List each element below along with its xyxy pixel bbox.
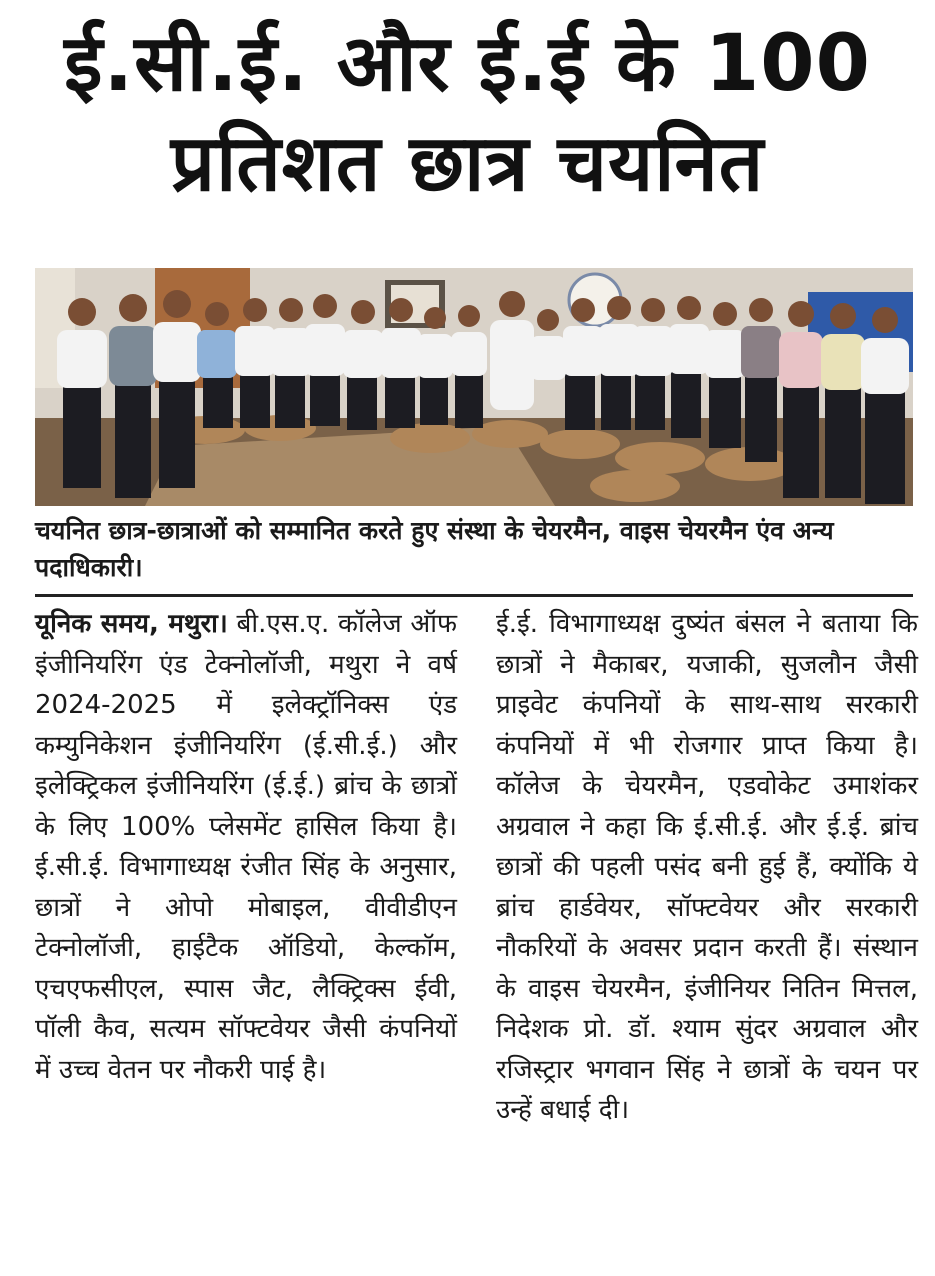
divider: [35, 594, 913, 597]
article-column-right: [496, 604, 918, 1131]
headline: [20, 14, 915, 214]
photo-caption: चयनित छात्र-छात्राओं को सम्मानित करते हुए संस्था के चेयरमैन, वाइस चेयरमैन एंव अन्य पदाधिकारी।: [35, 516, 834, 582]
dateline: यूनिक समय, मथुरा।: [35, 609, 228, 639]
headline-line-1: ई.सी.ई. और ई.ई के 100: [64, 19, 871, 109]
article-left-body: बी.एस.ए. कॉलेज ऑफ इंजीनियरिंग एंड टेक्नोलॉजी, मथुरा ने वर्ष 2024-2025 में इलेक्ट्रॉनिक्स एंड कम्युनिकेशन इंजीनियरिंग (ई.सी.ई.) और इलेक्ट्रिकल इंजीनियरिंग (ई.ई.) ब्रांच के छात्रों के लिए 100% प्लेसमेंट हासिल किया है। ई.सी.ई. विभागाध्यक्ष रंजीत सिंह के अनुसार, छात्रों ने ओपो मोबाइल, वीवीडीएन टेक्नोलॉजी, हाईटैक ऑडियो, केल्कॉम, एचएफसीएल, स्पास जैट, लैक्ट्रिक्स ईवी, पॉली कैव, सत्यम सॉफ्टवेयर जैसी कंपनियों में उच्च वेतन पर नौकरी पाई है।: [35, 609, 458, 1085]
headline-line-2: प्रतिशत छात्र चयनित: [170, 119, 765, 209]
group-photo: [35, 268, 913, 506]
article-column-left: [35, 604, 457, 1090]
group-photo-illustration: [35, 268, 913, 506]
article-right-body: ई.ई. विभागाध्यक्ष दुष्यंत बंसल ने बताया कि छात्रों ने मैकाबर, यजाकी, सुजलौन जैसी प्राइवेट कंपनियों के साथ-साथ सरकारी कंपनियों में भी रोजगार प्राप्त किया है। कॉलेज के चेयरमैन, एडवोकेट उमाशंकर अग्रवाल ने कहा कि ई.सी.ई. और ई.ई. ब्रांच छात्रों की पहली पसंद बनी हुई हैं, क्योंकि ये ब्रांच हार्डवेयर, सॉफ्टवेयर और सरकारी नौकरियों के अवसर प्रदान करती हैं। संस्थान के वाइस चेयरमैन, इंजीनियर नितिन मित्तल, निदेशक प्रो. डॉ. श्याम सुंदर अग्रवाल और रजिस्ट्रार भगवान सिंह ने छात्रों के चयन पर उन्हें बधाई दी।: [496, 609, 918, 1125]
